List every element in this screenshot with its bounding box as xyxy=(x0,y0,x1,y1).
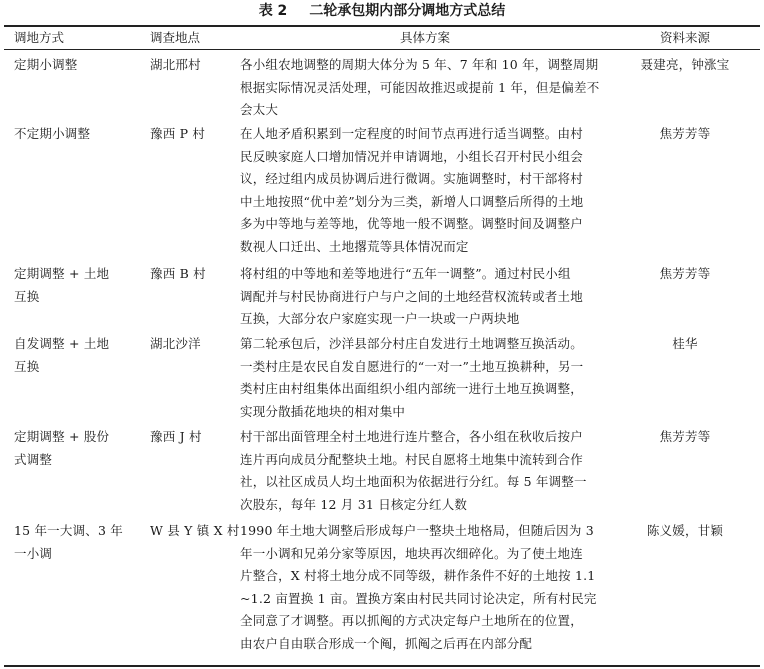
method-cell: 15 年一大调、3 年 一小调 xyxy=(14,523,124,561)
top-rule xyxy=(4,25,760,27)
header-source: 资料来源 xyxy=(659,30,710,45)
header-method: 调地方式 xyxy=(14,30,65,45)
plan-cell: 第二轮承包后，沙洋县部分村庄自发进行土地调整互换活动。 一类村庄是农民自发自愿进行的“一对一”土地互换耕种，另一 类村庄由村组集体出面组织小组内部统一进行土地互换调整， 实现分散插花地块的相对集中 xyxy=(240,336,584,419)
plan-cell: 村干部出面管理全村土地进行连片整合，各小组在秋收后按户 连片再向成员分配整块土地。村民自愿将土地集中流转到合作 社，以社区成员人均土地面积为依据进行分红。每 5 年调整一 次股东，每年 12 月 31 日核定分红人数 xyxy=(240,429,587,512)
location-cell: 湖北邢村 xyxy=(150,57,201,72)
plan-cell: 将村组的中等地和差等地进行“五年一调整”。通过村民小组 调配并与村民协商进行户与户之间的土地经营权流转或者土地 互换，大部分农户家庭实现一户一块或一户两块地 xyxy=(240,266,583,327)
location-cell: 豫西 P 村 xyxy=(150,126,206,141)
source-cell: 聂建亮，钟涨宝 xyxy=(640,57,730,72)
location-cell: 湖北沙洋 xyxy=(150,336,201,351)
location-cell: 豫西 J 村 xyxy=(150,429,202,444)
table-number: 表 2 xyxy=(258,3,288,19)
header-rule xyxy=(4,49,760,50)
source-cell: 焦芳芳等 xyxy=(659,429,711,444)
method-cell: 定期调整 + 股份 式调整 xyxy=(14,429,110,467)
source-cell: 焦芳芳等 xyxy=(659,266,711,281)
table-title xyxy=(0,0,764,22)
plan-cell: 各小组农地调整的周期大体分为 5 年、7 年和 10 年，调整周期 根据实际情况灵活处理，可能因故推迟或提前 1 年，但是偏差不 会太大 xyxy=(240,57,600,118)
source-cell: 焦芳芳等 xyxy=(659,126,711,141)
source-cell: 桂华 xyxy=(672,336,698,351)
location-cell: W 县 Y 镇 X 村 xyxy=(150,523,240,538)
plan-cell: 1990 年土地大调整后形成每户一整块土地格局，但随后因为 3 年一小调和兄弟分家等原因，地块再次细碎化。为了使土地连 片整合，X 村将土地分成不同等级，耕作条件不好的土地按 1.1 ~1.2 亩置换 1 亩。置换方案由村民共同讨论决定，所有村民完 全同意了才调整。再以抓阄的方式决定每户土地所在的位置， 由农户自由联合形成一个阄，抓阄之后再在内部分配 xyxy=(240,523,597,651)
bottom-rule xyxy=(4,665,760,667)
method-cell: 自发调整 + 土地 互换 xyxy=(14,336,110,374)
method-cell: 定期小调整 xyxy=(14,57,78,72)
plan-cell: 在人地矛盾积累到一定程度的时间节点再进行适当调整。由村 民反映家庭人口增加情况并申请调地，小组长召开村民小组会 议，经过组内成员协调后进行微调。实施调整时，村干部将村 中土地按照“优中差”划分为三类，新增人口调整后所得的土地 多为中等地与差等地，优等地一般不调整。调整时间及调整户 数视人口迁出、土地撂荒等具体情况而定 xyxy=(240,126,584,254)
table-title-text: 二轮承包期内部分调地方式总结 xyxy=(309,3,506,19)
header-plan: 具体方案 xyxy=(399,30,450,45)
location-cell: 豫西 B 村 xyxy=(150,266,206,281)
method-cell: 定期调整 + 土地 互换 xyxy=(14,266,110,304)
method-cell: 不定期小调整 xyxy=(14,126,91,141)
header-location: 调查地点 xyxy=(150,30,201,45)
source-cell: 陈义媛，甘颖 xyxy=(646,523,724,538)
